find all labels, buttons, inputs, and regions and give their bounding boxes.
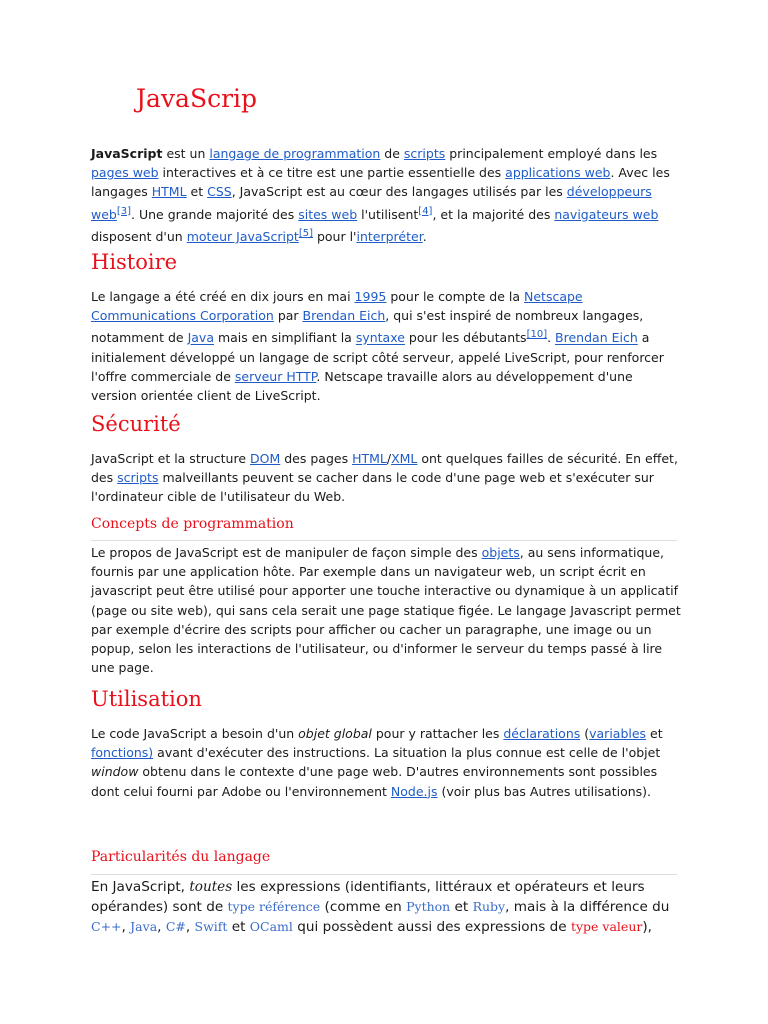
link-navigateurs-web[interactable]: navigateurs web (554, 206, 659, 222)
divider (91, 874, 677, 875)
link-syntaxe[interactable]: syntaxe (355, 330, 405, 346)
link-nodejs[interactable]: Node.js (390, 783, 438, 799)
particularites-section (91, 878, 681, 938)
histoire-section (91, 287, 681, 405)
link-scripts-2[interactable]: scripts (117, 470, 159, 486)
link-html-2[interactable]: HTML (352, 451, 387, 466)
link-applications-web[interactable]: applications web (505, 165, 611, 181)
link-css[interactable]: CSS (207, 184, 232, 200)
link-ocaml[interactable]: OCaml (249, 919, 293, 935)
link-fonctions[interactable]: fonctions) (91, 745, 154, 761)
link-brendan-eich[interactable]: Brendan Eich (302, 308, 386, 324)
link-objets[interactable]: objets (481, 545, 520, 560)
histoire-paragraph: Le langage a été créé en dix jours en mai 1995 pour le compte de la Netscape Communications Corporation par Brendan Eich, qui s'est inspiré de nombreux langages, notamment de Java mais en simplifiant la syntaxe pour les débutants[10]. Brendan Eich a initialement développé un langage de script côté serveur, appelé LiveScript, pour renforcer l'offre commerciale de serveur HTTP. Netscape travaille alors au développement d'une version orientée client de LiveScript. (91, 289, 664, 404)
utilisation-section (91, 724, 681, 801)
concepts-section (91, 543, 681, 677)
heading-particularites: Particularités du langage (91, 849, 271, 865)
link-sites-web[interactable]: sites web (298, 206, 358, 222)
intro-section (91, 144, 681, 246)
link-variables[interactable]: variables (589, 726, 647, 741)
reference-5[interactable]: [5] (298, 227, 313, 239)
link-netscape[interactable]: Netscape Communications Corporation (91, 289, 583, 324)
link-csharp[interactable]: C# (165, 919, 186, 935)
heading-utilisation: Utilisation (91, 687, 202, 711)
concepts-paragraph: Le propos de JavaScript est de manipuler de façon simple des objets, au sens informatique, fournis par une application hôte. Par exemple dans un navigateur web, un script écrit en javascript peut être utilisé pour apporter une touche interactive ou dynamique à un applicatif (page ou site web), qui sans cela serait une page statique figée. Le langage Javascript permet par exemple d'écrire des scripts pour afficher ou cacher un paragraphe, une image ou un popup, selon les interactions de l'utilisateur, ou d'informer le serveur du temps passé à lire une page. (91, 545, 681, 676)
utilisation-paragraph: Le code JavaScript a besoin d'un objet global pour y rattacher les déclarations (variables et fonctions) avant d'exécuter des instructions. La situation la plus connue est celle de l'objet window obtenu dans le contexte d'une page web. D'autres environnements sont possibles dont celui fourni par Adobe ou l'environnement Node.js (voir plus bas Autres utilisations). (91, 726, 663, 799)
link-type-reference[interactable]: type référence (227, 899, 321, 915)
link-serveur-http[interactable]: serveur HTTP (234, 368, 317, 384)
link-declarations[interactable]: déclarations (503, 726, 581, 741)
link-dom[interactable]: DOM (250, 451, 281, 466)
intro-term: JavaScript (91, 146, 163, 161)
link-swift[interactable]: Swift (194, 919, 228, 935)
link-brendan-eich-2[interactable]: Brendan Eich (555, 330, 638, 346)
link-moteur-javascript[interactable]: moteur JavaScript (186, 229, 299, 245)
particularites-paragraph: En JavaScript, toutes les expressions (identifiants, littéraux et opérateurs et leurs opérandes) sont de type référence (comme en Python et Ruby, mais à la différence du C++, Java, C#, Swift et OCaml qui possèdent aussi des expressions de type valeur), (91, 879, 670, 936)
link-java[interactable]: Java (187, 330, 214, 346)
securite-section (91, 449, 681, 507)
link-pages-web[interactable]: pages web (91, 165, 159, 181)
link-type-valeur[interactable]: type valeur (570, 919, 643, 935)
link-langage-de-programmation[interactable]: langage de programmation (209, 146, 381, 161)
reference-4[interactable]: [4] (418, 205, 433, 217)
heading-concepts: Concepts de programmation (91, 516, 294, 532)
heading-histoire: Histoire (91, 250, 178, 274)
link-ruby[interactable]: Ruby (472, 899, 506, 915)
divider (91, 540, 677, 541)
reference-10[interactable]: [10] (526, 329, 548, 341)
link-xml[interactable]: XML (391, 451, 418, 466)
page-title: JavaScrip (136, 84, 258, 113)
link-scripts[interactable]: scripts (403, 146, 446, 161)
reference-3[interactable]: [3] (116, 205, 132, 217)
link-1995[interactable]: 1995 (354, 289, 387, 304)
link-python[interactable]: Python (406, 899, 451, 915)
heading-securite: Sécurité (91, 412, 181, 436)
link-cpp[interactable]: C++ (91, 919, 122, 935)
link-interpreter[interactable]: interpréter (356, 229, 423, 245)
link-developpeurs-web[interactable]: développeurs web (91, 184, 652, 222)
intro-paragraph: JavaScript est un langage de programmation de scripts principalement employé dans les pages web interactives et à ce titre est une partie essentielle des applications web. Avec les langages HTML et CSS, JavaScript est au cœur des langages utilisés par les développeurs web[3]. Une grande majorité des sites web l'utilisent[4], et la majorité des navigateurs web disposent d'un moteur JavaScript[5] pour l'interpréter. (91, 146, 670, 245)
link-html[interactable]: HTML (151, 184, 187, 200)
securite-paragraph: JavaScript et la structure DOM des pages HTML/XML ont quelques failles de sécurité. En effet, des scripts malveillants peuvent se cacher dans le code d'une page web et s'exécuter sur l'ordinateur cible de l'utilisateur du Web. (91, 451, 678, 505)
link-java-2[interactable]: Java (130, 919, 158, 935)
